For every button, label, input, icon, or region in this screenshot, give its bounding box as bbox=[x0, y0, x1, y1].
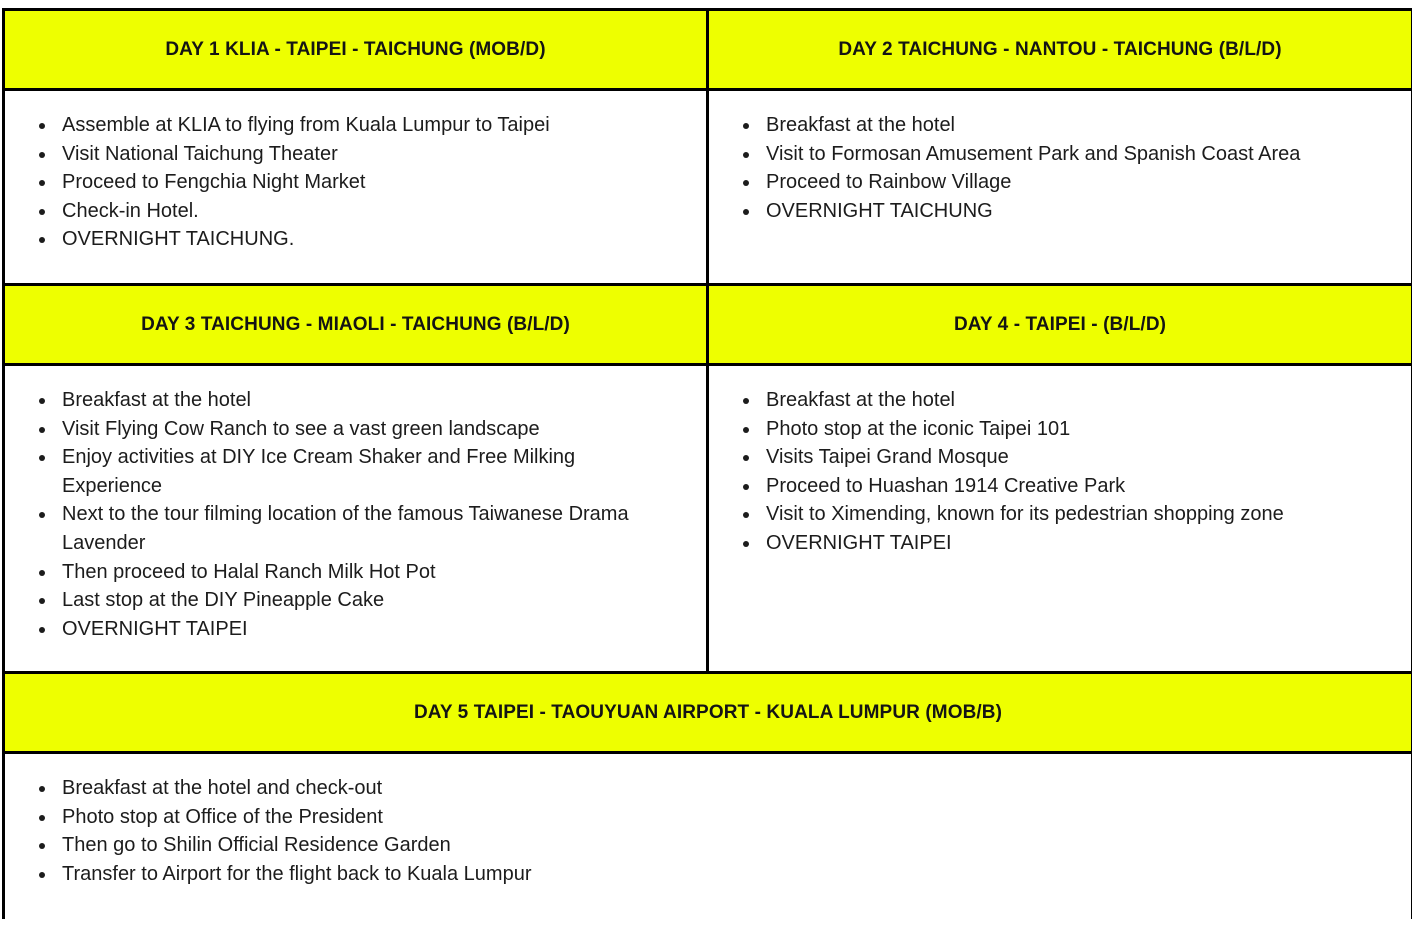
day-1-activities bbox=[5, 91, 709, 286]
itinerary-table bbox=[2, 8, 1412, 919]
day-2-list bbox=[709, 111, 1366, 225]
list-item: Next to the tour filming location of the famous Taiwanese Drama Lavender bbox=[62, 500, 632, 557]
list-item: Then go to Shilin Official Residence Garden bbox=[62, 831, 1262, 860]
day-4-list bbox=[709, 386, 1366, 558]
list-item: Assemble at KLIA to flying from Kuala Lumpur to Taipei bbox=[62, 111, 632, 140]
day-2-activities bbox=[709, 91, 1411, 286]
day-3-activities bbox=[5, 366, 709, 674]
list-item: Breakfast at the hotel bbox=[766, 111, 1366, 140]
day-5-title: DAY 5 TAIPEI - TAOUYUAN AIRPORT - KUALA LUMPUR (MOB/B) bbox=[413, 701, 1003, 723]
day-3-list bbox=[5, 386, 632, 643]
list-item: Proceed to Rainbow Village bbox=[766, 168, 1366, 197]
day-4-header bbox=[709, 286, 1411, 366]
list-item: Last stop at the DIY Pineapple Cake bbox=[62, 586, 632, 615]
day-1-header bbox=[5, 11, 709, 91]
day-2-header bbox=[709, 11, 1411, 91]
day-5-list bbox=[5, 774, 1262, 888]
day-4-title: DAY 4 - TAIPEI - (B/L/D) bbox=[953, 313, 1167, 335]
list-item: Visit Flying Cow Ranch to see a vast green landscape bbox=[62, 415, 632, 444]
day-4-activities bbox=[709, 366, 1411, 674]
list-item: Visit National Taichung Theater bbox=[62, 140, 632, 169]
list-item: Transfer to Airport for the flight back to Kuala Lumpur bbox=[62, 860, 1262, 889]
day-1-list bbox=[5, 111, 632, 254]
list-item: Enjoy activities at DIY Ice Cream Shaker and Free Milking Experience bbox=[62, 443, 632, 500]
list-item: Breakfast at the hotel bbox=[62, 386, 632, 415]
list-item: OVERNIGHT TAIPEI bbox=[62, 615, 632, 644]
list-item: Visits Taipei Grand Mosque bbox=[766, 443, 1366, 472]
list-item: Visit to Formosan Amusement Park and Spanish Coast Area bbox=[766, 140, 1366, 169]
day-5-activities bbox=[5, 754, 1411, 922]
list-item: Proceed to Huashan 1914 Creative Park bbox=[766, 472, 1366, 501]
list-item: Proceed to Fengchia Night Market bbox=[62, 168, 632, 197]
list-item: OVERNIGHT TAICHUNG. bbox=[62, 225, 632, 254]
day-3-title: DAY 3 TAICHUNG - MIAOLI - TAICHUNG (B/L/D) bbox=[141, 313, 570, 335]
list-item: Photo stop at the iconic Taipei 101 bbox=[766, 415, 1366, 444]
day-1-title: DAY 1 KLIA - TAIPEI - TAICHUNG (MOB/D) bbox=[165, 38, 546, 60]
list-item: Visit to Ximending, known for its pedestrian shopping zone bbox=[766, 500, 1366, 529]
list-item: Check-in Hotel. bbox=[62, 197, 632, 226]
list-item: Photo stop at Office of the President bbox=[62, 803, 1262, 832]
list-item: OVERNIGHT TAICHUNG bbox=[766, 197, 1366, 226]
list-item: Then proceed to Halal Ranch Milk Hot Pot bbox=[62, 558, 632, 587]
list-item: Breakfast at the hotel and check-out bbox=[62, 774, 1262, 803]
list-item: Breakfast at the hotel bbox=[766, 386, 1366, 415]
list-item: OVERNIGHT TAIPEI bbox=[766, 529, 1366, 558]
day-3-header bbox=[5, 286, 709, 366]
day-5-header bbox=[5, 674, 1411, 754]
day-2-title: DAY 2 TAICHUNG - NANTOU - TAICHUNG (B/L/D) bbox=[838, 38, 1282, 60]
